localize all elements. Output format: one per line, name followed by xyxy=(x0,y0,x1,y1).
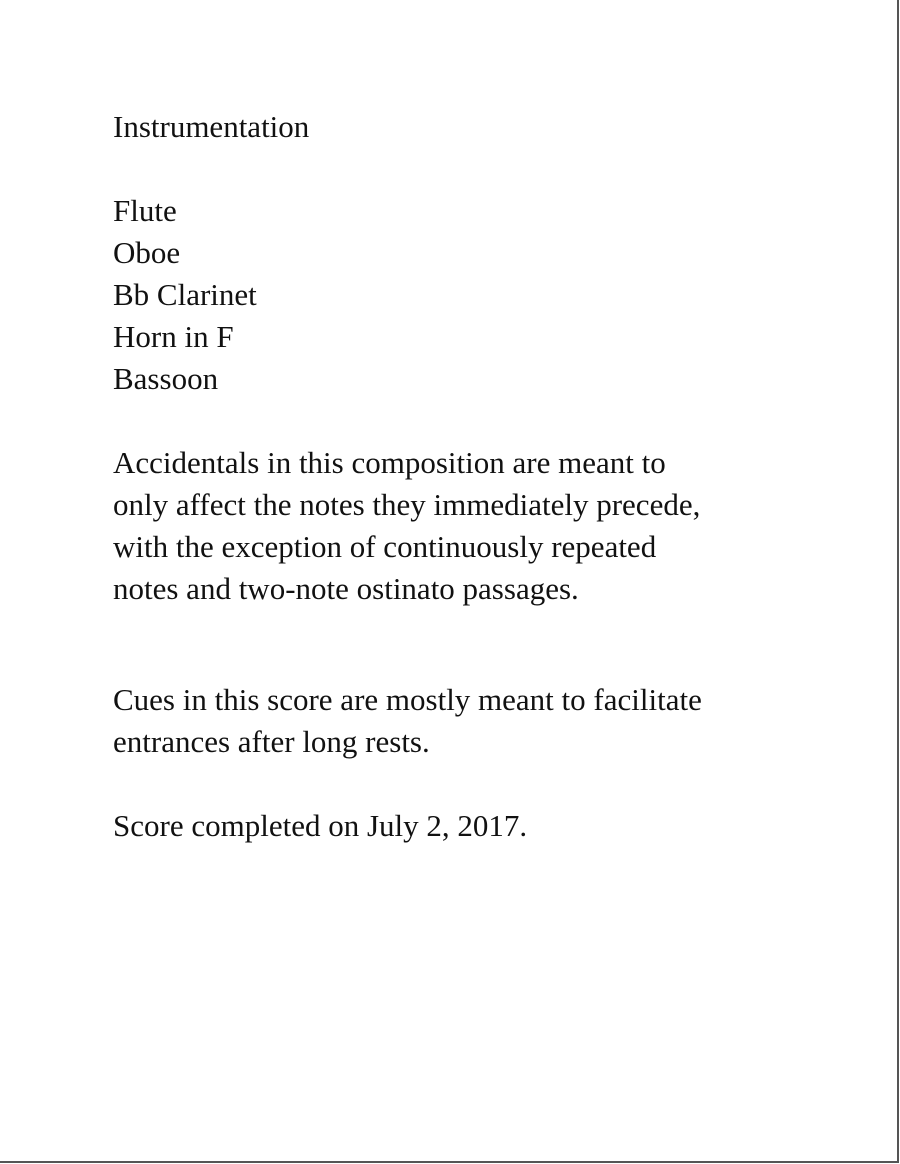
instrument-item: Horn in F xyxy=(113,319,234,354)
cues-note-line: Cues in this score are mostly meant to facilitate xyxy=(113,682,702,717)
page-content xyxy=(113,106,813,847)
instrument-item: Bassoon xyxy=(113,361,219,396)
instrument-item: Oboe xyxy=(113,235,181,270)
cues-note xyxy=(113,679,813,763)
accidentals-note-line: Accidentals in this composition are meant to xyxy=(113,445,666,480)
instrument-list xyxy=(113,190,813,400)
completion-note: Score completed on July 2, 2017. xyxy=(113,808,528,843)
instrument-item: Bb Clarinet xyxy=(113,277,257,312)
accidentals-note-line: only affect the notes they immediately precede, xyxy=(113,487,701,522)
cues-note-line: entrances after long rests. xyxy=(113,724,430,759)
accidentals-note xyxy=(113,442,813,610)
accidentals-note-line: with the exception of continuously repeated xyxy=(113,529,657,564)
instrument-item: Flute xyxy=(113,193,177,228)
accidentals-note-line: notes and two-note ostinato passages. xyxy=(113,571,579,606)
instrumentation-heading: Instrumentation xyxy=(113,109,310,144)
